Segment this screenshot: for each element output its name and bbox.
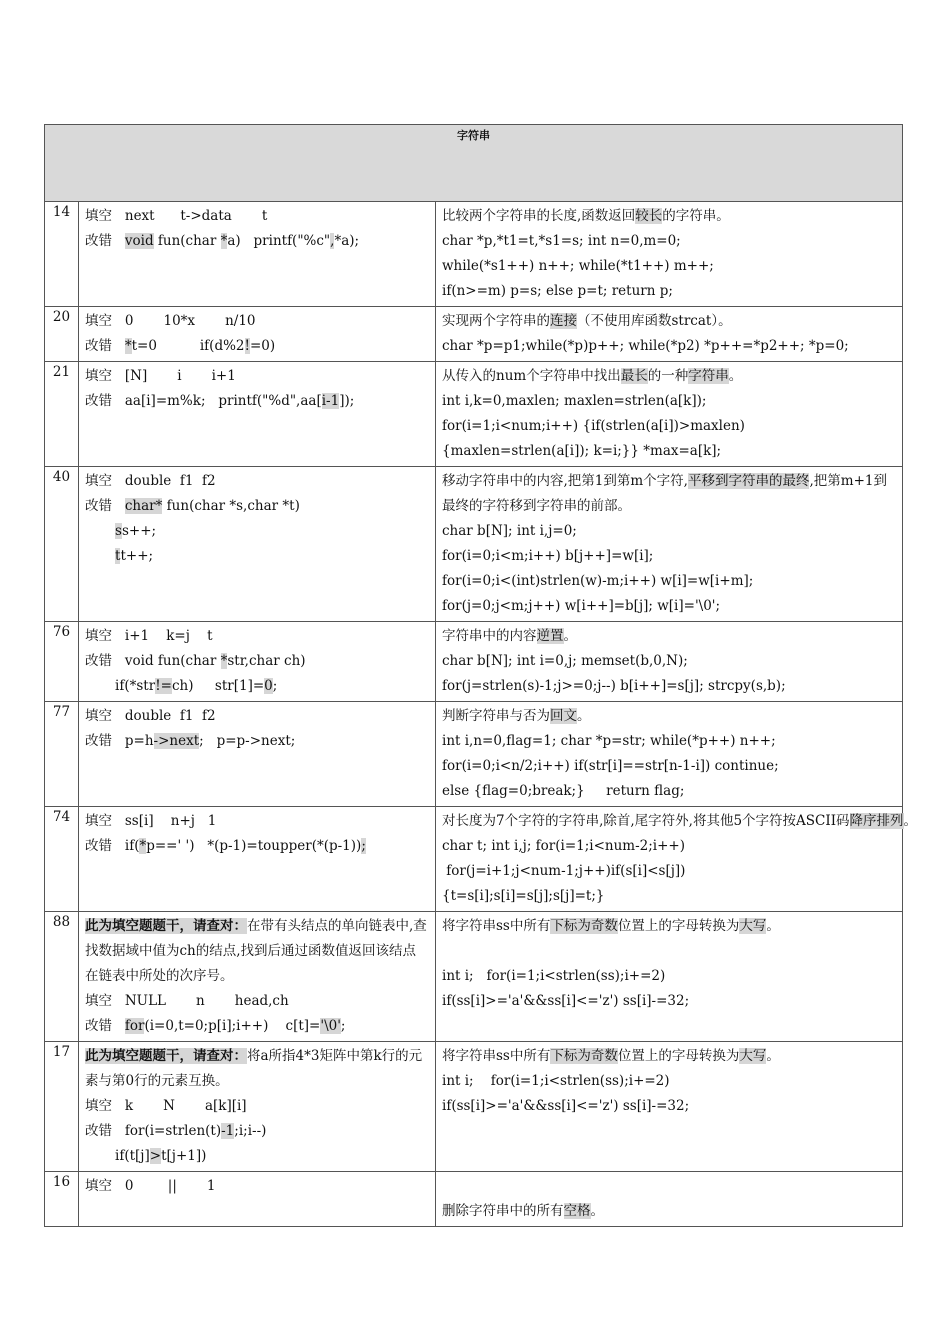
text-segment: 改错 void fun(char	[85, 653, 221, 669]
description-cell	[436, 807, 918, 912]
right-text-line	[442, 884, 896, 909]
highlighted-text: !=	[155, 678, 172, 694]
highlighted-text: 平移到字符串的最终	[687, 473, 810, 489]
text-segment: 位置上的字母转换为	[617, 1048, 740, 1064]
text-segment	[85, 548, 115, 564]
text-segment: ]);	[339, 393, 355, 409]
highlighted-text: !	[244, 338, 250, 354]
left-text-line	[85, 674, 429, 699]
description-cell	[436, 1172, 903, 1227]
row-number: 88	[45, 912, 79, 1042]
text-segment: 的字符串。	[662, 208, 730, 224]
right-text-line	[442, 939, 896, 964]
text-segment: for(j=strlen(s)-1;j>=0;j--) b[i++]=s[j]; strcpy(s,b);	[442, 678, 786, 694]
left-text-line	[85, 204, 429, 229]
highlighted-text: 空格	[563, 1203, 591, 1219]
text-segment: char b[N]; int i=0,j; memset(b,0,N);	[442, 653, 688, 669]
text-segment: for(i=1;i<num;i++) {if(strlen(a[i])>maxlen)	[442, 418, 745, 434]
text-segment: ;	[272, 678, 278, 694]
answer-cell	[79, 622, 436, 702]
header-row	[45, 125, 903, 202]
left-text-line	[85, 229, 429, 254]
text-segment: (i=0,t=0;p[i];i++) c[t]=	[144, 1018, 321, 1034]
table-row	[45, 702, 903, 807]
left-text-line	[85, 989, 429, 1014]
highlighted-text: 连接	[550, 313, 577, 329]
highlighted-text: ;	[361, 838, 366, 854]
text-segment: 填空 k N a[k][i]	[85, 1098, 247, 1114]
description-cell	[436, 1042, 903, 1172]
right-text-line	[442, 254, 896, 279]
left-text-line	[85, 809, 429, 834]
text-segment: 在带有头结点的单向链表中,查找数据域中值为ch的结点,找到后通过函数值返回该结点在链表中所处的次序号。	[85, 918, 427, 984]
text-segment: 改错	[85, 1018, 125, 1034]
table-row	[45, 1172, 903, 1227]
table-title: 字符串	[45, 125, 903, 202]
text-segment: 填空 NULL n head,ch	[85, 993, 289, 1009]
row-number: 20	[45, 307, 79, 362]
text-segment: for(i=0;i<m;i++) b[j++]=w[i];	[442, 548, 654, 564]
highlighted-text: 回文	[550, 708, 577, 724]
text-segment: 填空 0 10*x n/10	[85, 313, 256, 329]
text-segment: 填空 i+1 k=j t	[85, 628, 213, 644]
row-number: 76	[45, 622, 79, 702]
highlighted-text: void	[124, 233, 154, 249]
text-segment: {maxlen=strlen(a[i]); k=i;}} *max=a[k];	[442, 443, 722, 459]
right-text-line	[442, 704, 896, 729]
left-text-line	[85, 1014, 429, 1039]
text-segment: 从传入的num个字符串中找出	[442, 368, 621, 384]
text-segment: int i,n=0,flag=1; char *p=str; while(*p++) n++;	[442, 733, 776, 749]
right-text-line	[442, 624, 896, 649]
highlighted-text: -1	[221, 1123, 235, 1139]
text-segment: p==' ') *(p-1)=toupper(*(p-1))	[146, 838, 362, 854]
text-segment: if(ss[i]>='a'&&ss[i]<='z') ss[i]-=32;	[442, 1098, 690, 1114]
text-segment: if(ss[i]>='a'&&ss[i]<='z') ss[i]-=32;	[442, 993, 690, 1009]
text-segment: 改错 if(	[85, 838, 140, 854]
highlighted-text: char*	[124, 498, 163, 514]
description-cell	[436, 912, 903, 1042]
right-text-line	[442, 594, 896, 619]
left-text-line	[85, 334, 429, 359]
right-text-line	[442, 1069, 896, 1094]
row-number: 21	[45, 362, 79, 467]
answer-cell	[79, 1172, 436, 1227]
text-segment: 改错 p=h	[85, 733, 154, 749]
right-text-line	[442, 414, 896, 439]
row-number: 14	[45, 202, 79, 307]
right-text-line	[442, 754, 896, 779]
text-segment: 将字符串ss中所有	[442, 1048, 551, 1064]
highlighted-text: '\0'	[320, 1018, 341, 1034]
row-number: 17	[45, 1042, 79, 1172]
text-segment: ;i;i--)	[234, 1123, 267, 1139]
text-segment: fun(char	[153, 233, 221, 249]
right-text-line	[442, 674, 896, 699]
answer-cell	[79, 307, 436, 362]
text-segment: 。	[766, 1048, 780, 1064]
left-text-line	[85, 1119, 429, 1144]
left-text-line	[85, 1044, 429, 1094]
text-segment: 改错	[85, 338, 125, 354]
description-cell	[436, 467, 903, 622]
right-text-line	[442, 914, 896, 939]
right-text-line	[442, 279, 896, 304]
text-segment: int i; for(i=1;i<strlen(ss);i+=2)	[442, 1073, 670, 1089]
text-segment: 填空 [N] i i+1	[85, 368, 236, 384]
right-text-line	[442, 389, 896, 414]
highlighted-text: *	[139, 838, 147, 854]
highlighted-text: 逆置	[536, 628, 564, 644]
description-cell	[436, 622, 903, 702]
left-text-line	[85, 624, 429, 649]
right-text-line	[442, 834, 896, 859]
highlighted-text: *	[220, 653, 228, 669]
answer-cell	[79, 807, 436, 912]
text-segment: 填空 next t->data t	[85, 208, 268, 224]
left-text-line	[85, 649, 429, 674]
highlighted-text: 较长	[635, 208, 663, 224]
text-segment: a) printf("%c"	[227, 233, 331, 249]
text-segment: 实现两个字符串的	[442, 313, 550, 329]
left-text-line	[85, 544, 429, 569]
highlighted-text: 字符串	[688, 368, 729, 384]
right-text-line	[442, 989, 896, 1014]
right-text-line	[442, 439, 896, 464]
right-text-line	[442, 809, 918, 834]
left-text-line	[85, 389, 429, 414]
table-row	[45, 362, 903, 467]
text-segment: for(j=i+1;j<num-1;j++)if(s[i]<s[j])	[442, 863, 686, 879]
highlighted-text: ,	[330, 233, 335, 249]
text-segment: if(t[j]	[85, 1148, 150, 1164]
right-text-line	[442, 729, 896, 754]
highlighted-text: 此为填空题题干，请查对：	[85, 1048, 247, 1064]
highlighted-text: 下标为奇数	[550, 918, 618, 934]
text-segment: 填空 ss[i] n+j 1	[85, 813, 217, 829]
summary-table	[44, 124, 918, 1227]
text-segment: t++;	[120, 548, 154, 564]
text-segment: ch) str[1]=	[171, 678, 265, 694]
text-segment: 填空 0 || 1	[85, 1178, 216, 1194]
text-segment: 删除字符串中的所有	[442, 1203, 564, 1219]
text-segment: 改错	[85, 233, 125, 249]
right-text-line	[442, 1174, 896, 1199]
answer-cell	[79, 362, 436, 467]
text-segment: 将a所指4*3矩阵中第k行的元素与第0行的元素互换。	[85, 1048, 423, 1089]
left-text-line	[85, 914, 429, 989]
text-segment: s++;	[121, 523, 157, 539]
text-segment: 字符串中的内容	[442, 628, 537, 644]
highlighted-text: for	[124, 1018, 145, 1034]
text-segment: 比较两个字符串的长度,函数返回	[442, 208, 636, 224]
left-text-line	[85, 364, 429, 389]
highlighted-text: 降序排列	[849, 813, 904, 829]
text-segment: char *p,*t1=t,*s1=s; int n=0,m=0;	[442, 233, 681, 249]
highlighted-text: 下标为奇数	[550, 1048, 618, 1064]
text-segment: fun(char *s,char *t)	[162, 498, 300, 514]
text-segment: int i; for(i=1;i<strlen(ss);i+=2)	[442, 968, 666, 984]
text-segment: 对长度为7个字符的字符串,除首,尾字符外,将其他5个字符按ASCII码	[442, 813, 850, 829]
text-segment: （不使用库函数strcat）。	[577, 313, 732, 329]
text-segment: 位置上的字母转换为	[617, 918, 740, 934]
text-segment: if(n>=m) p=s; else p=t; return p;	[442, 283, 673, 299]
right-text-line	[442, 544, 896, 569]
right-text-line	[442, 334, 896, 359]
highlighted-text: *	[124, 338, 132, 354]
text-segment: else {flag=0;break;} return flag;	[442, 783, 685, 799]
row-number: 16	[45, 1172, 79, 1227]
highlighted-text: 最长	[620, 368, 648, 384]
right-text-line	[442, 779, 896, 804]
text-segment: if(*str	[85, 678, 156, 694]
text-segment: char t; int i,j; for(i=1;i<num-2;i++)	[442, 838, 686, 854]
text-segment: =0)	[249, 338, 276, 354]
right-text-line	[442, 364, 896, 389]
highlighted-text: 0	[264, 678, 273, 694]
right-text-line	[442, 229, 896, 254]
description-cell	[436, 362, 903, 467]
right-text-line	[442, 859, 896, 884]
left-text-line	[85, 834, 429, 859]
text-segment: 。	[766, 918, 780, 934]
table-row	[45, 622, 903, 702]
right-text-line	[442, 964, 896, 989]
table-row	[45, 912, 903, 1042]
table-row	[45, 467, 903, 622]
left-text-line	[85, 469, 429, 494]
right-text-line	[442, 1044, 896, 1069]
highlighted-text: 大写	[739, 918, 767, 934]
text-segment: ; p=p->next;	[199, 733, 296, 749]
text-segment: 。	[903, 813, 918, 829]
row-number: 77	[45, 702, 79, 807]
table-row	[45, 202, 903, 307]
description-cell	[436, 307, 903, 362]
left-text-line	[85, 1144, 429, 1169]
text-segment: 。	[728, 368, 743, 384]
row-number: 74	[45, 807, 79, 912]
text-segment: for(i=0;i<n/2;i++) if(str[i]==str[n-1-i]) continue;	[442, 758, 779, 774]
text-segment: 填空 double f1 f2	[85, 708, 216, 724]
text-segment: 改错 aa[i]=m%k; printf("%d",aa[	[85, 393, 322, 409]
description-cell	[436, 702, 903, 807]
right-text-line	[442, 1199, 896, 1224]
text-segment: *a);	[334, 233, 360, 249]
text-segment: ,把第m+1到最终的字符移到字符串的前部。	[442, 473, 887, 514]
text-segment: 的一种	[647, 368, 689, 384]
text-segment: str,char ch)	[227, 653, 306, 669]
highlighted-text: t	[115, 548, 121, 564]
table-row	[45, 1042, 903, 1172]
text-segment: for(i=0;i<(int)strlen(w)-m;i++) w[i]=w[i+m];	[442, 573, 754, 589]
description-cell	[436, 202, 903, 307]
text-segment: 移动字符串中的内容,把第1到第m个字符,	[442, 473, 688, 489]
highlighted-text: i-1	[321, 393, 340, 409]
row-number: 40	[45, 467, 79, 622]
left-text-line	[85, 494, 429, 519]
text-segment: ;	[340, 1018, 346, 1034]
left-text-line	[85, 1094, 429, 1119]
text-segment: while(*s1++) n++; while(*t1++) m++;	[442, 258, 714, 274]
answer-cell	[79, 702, 436, 807]
answer-cell	[79, 202, 436, 307]
left-text-line	[85, 704, 429, 729]
text-segment: char b[N]; int i,j=0;	[442, 523, 577, 539]
left-text-line	[85, 729, 429, 754]
text-segment: int i,k=0,maxlen; maxlen=strlen(a[k]);	[442, 393, 707, 409]
text-segment: 。	[577, 708, 591, 724]
text-segment: 判断字符串与否为	[442, 708, 550, 724]
answer-cell	[79, 912, 436, 1042]
text-segment: 填空 double f1 f2	[85, 473, 216, 489]
right-text-line	[442, 569, 896, 594]
text-segment: 改错	[85, 498, 125, 514]
text-segment: 。	[590, 1203, 604, 1219]
text-segment: 。	[563, 628, 577, 644]
text-segment: t[j+1])	[161, 1148, 207, 1164]
text-segment: char *p=p1;while(*p)p++; while(*p2) *p++=*p2++; *p=0;	[442, 338, 849, 354]
table-row	[45, 807, 903, 912]
table-row	[45, 307, 903, 362]
answer-cell	[79, 467, 436, 622]
right-text-line	[442, 519, 896, 544]
highlighted-text: *	[220, 233, 228, 249]
left-text-line	[85, 519, 429, 544]
text-segment: for(j=0;j<m;j++) w[i++]=b[j]; w[i]='\0';	[442, 598, 721, 614]
left-text-line	[85, 1174, 429, 1199]
highlighted-text: 此为填空题题干，请查对：	[85, 918, 247, 934]
highlighted-text: 大写	[739, 1048, 767, 1064]
right-text-line	[442, 649, 896, 674]
right-text-line	[442, 469, 896, 519]
right-text-line	[442, 204, 896, 229]
text-segment: 将字符串ss中所有	[442, 918, 551, 934]
answer-cell	[79, 1042, 436, 1172]
text-segment: t=0 if(d%2	[131, 338, 245, 354]
text-segment: 改错 for(i=strlen(t)	[85, 1123, 222, 1139]
text-segment	[85, 523, 115, 539]
highlighted-text: ->next	[153, 733, 200, 749]
highlighted-text: >	[149, 1148, 162, 1164]
text-segment: {t=s[i];s[i]=s[j];s[j]=t;}	[442, 888, 605, 904]
left-text-line	[85, 309, 429, 334]
highlighted-text: s	[115, 523, 122, 539]
right-text-line	[442, 309, 896, 334]
right-text-line	[442, 1094, 896, 1119]
